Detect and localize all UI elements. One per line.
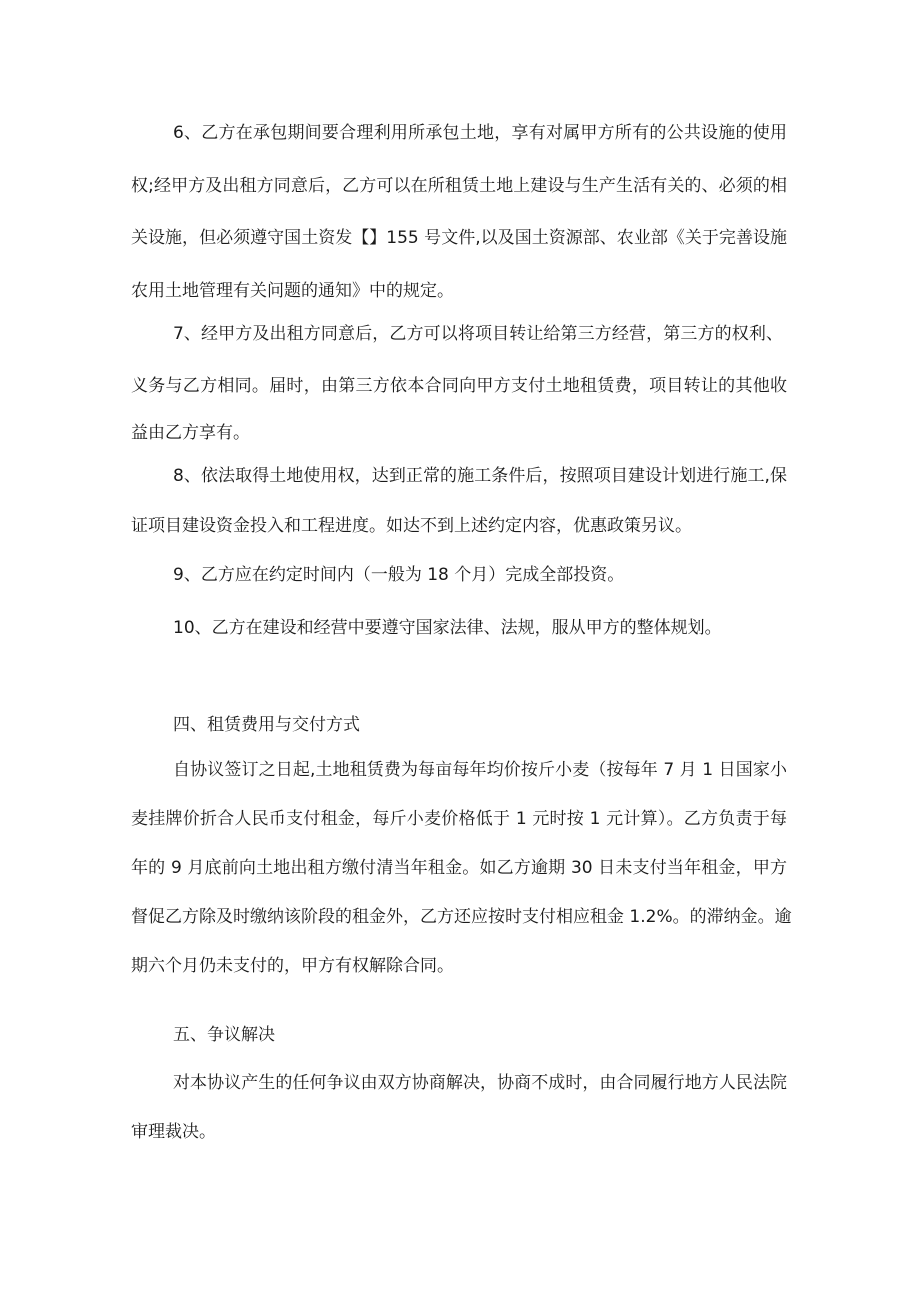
item6-line3: 关设施，但必须遵守国土资发【】155 号文件,以及国土资源部、农业部《关于完善设施 bbox=[131, 228, 787, 248]
section4-line3: 年的 9 月底前向土地出租方缴付清当年租金。如乙方逾期 30 日未支付当年租金，甲方 bbox=[131, 858, 787, 878]
section5-line2: 审理裁决。 bbox=[131, 1122, 216, 1142]
section4-line4: 督促乙方除及时缴纳该阶段的租金外，乙方还应按时支付相应租金 1.2%。的滞纳金。逾 bbox=[131, 907, 792, 927]
item7-line1: 7、经甲方及出租方同意后，乙方可以将项目转让给第三方经营，第三方的权利、 bbox=[173, 324, 783, 344]
item8-line2: 证项目建设资金投入和工程进度。如达不到上述约定内容，优惠政策另议。 bbox=[131, 516, 692, 536]
item10-line1: 10、乙方在建设和经营中要遵守国家法律、法规，服从甲方的整体规划。 bbox=[173, 618, 722, 638]
item7-line3: 益由乙方享有。 bbox=[131, 423, 250, 443]
section4-line1: 自协议签订之日起,土地租赁费为每亩每年均价按斤小麦（按每年 7 月 1 日国家小 bbox=[173, 760, 787, 780]
item6-line2: 权;经甲方及出租方同意后，乙方可以在所租赁土地上建设与生产生活有关的、必须的相 bbox=[131, 176, 787, 196]
section5-heading: 五、争议解决 bbox=[173, 1025, 275, 1045]
item7-line2: 义务与乙方相同。届时，由第三方依本合同向甲方支付土地租赁费，项目转让的其他收 bbox=[131, 376, 787, 396]
section5-line1: 对本协议产生的任何争议由双方协商解决，协商不成时，由合同履行地方人民法院 bbox=[173, 1073, 787, 1093]
section4-line2: 麦挂牌价折合人民币支付租金，每斤小麦价格低于 1 元时按 1 元计算）。乙方负责于每 bbox=[131, 809, 787, 829]
item8-line1: 8、依法取得土地使用权，达到正常的施工条件后，按照项目建设计划进行施工,保 bbox=[173, 466, 787, 486]
item6-line4: 农用土地管理有关问题的通知》中的规定。 bbox=[131, 281, 454, 301]
section4-heading: 四、租赁费用与交付方式 bbox=[173, 715, 360, 735]
item9-line1: 9、乙方应在约定时间内（一般为 18 个月）完成全部投资。 bbox=[173, 565, 625, 585]
item6-line1: 6、乙方在承包期间要合理利用所承包土地，享有对属甲方所有的公共设施的使用 bbox=[173, 123, 787, 143]
section4-line5: 期六个月仍未支付的，甲方有权解除合同。 bbox=[131, 956, 454, 976]
